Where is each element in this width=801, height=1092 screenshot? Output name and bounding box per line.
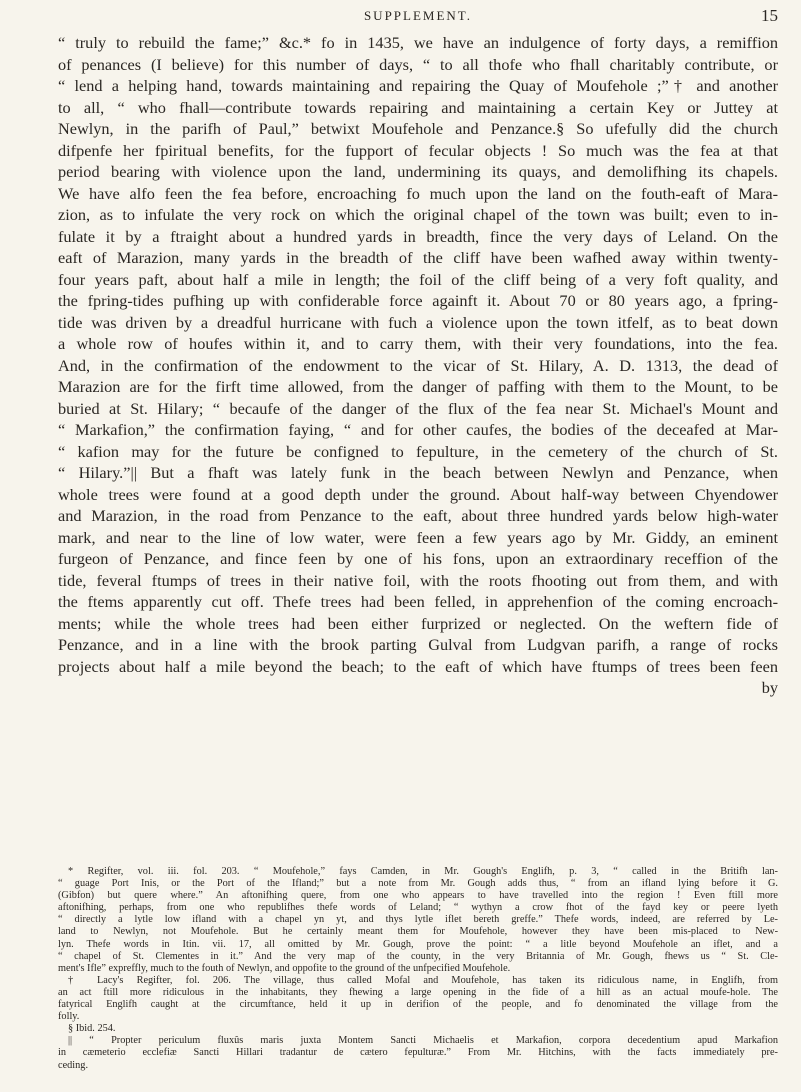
footnote-line: folly.	[58, 1011, 80, 1023]
footnote-line: fatyrical Englifh caught at the circumftance, held it up in derifion of the people, and fo denominated the village from the	[58, 999, 778, 1011]
body-line: Penzance, and in a line with the brook parting Gulval from Ludgvan parifh, a range of rocks	[58, 635, 778, 654]
body-line: period bearing with violence upon the land, undermining its quays, and demolifhing its chapels.	[58, 162, 778, 181]
footnote-line: “ guage Port Inis, or the Port of the Ifland;” but a note from Mr. Gough adds thus, “ from an ifland lying before it G.	[58, 878, 778, 890]
body-line: mark, and near to the line of low water, were feen a few years ago by Mr. Giddy, an eminent	[58, 527, 778, 547]
body-line: buried at St. Hilary; “ becaufe of the danger of the flux of the fea near St. Michael's Mount and	[58, 398, 778, 418]
book-page	[58, 0, 778, 1092]
body-line: “ Markafion,” the confirmation faying, “ and for other caufes, the bodies of the deceafed at Mar-	[58, 420, 778, 439]
body-line: ments; while the whole trees had been either furprized or neglected. On the weftern fide of	[58, 613, 778, 633]
footnote-line: lyn. Thefe words in Itin. vii. 17, all omitted by Mr. Gough, prove the point: “ a litle beyond Moufehole an iflet, and a	[58, 938, 778, 950]
body-line: tide, feveral ftumps of trees in their native foil, with the roots fhooting out from them, and with	[58, 570, 778, 590]
footnote-line: “ directly a lytle low ifland with a chapel yn yt, and thys lytle iflet bereth greffe.” Thefe words, indeed, are referred by Le-	[58, 914, 778, 926]
body-line: a whole row of houfes within it, and to carry them, with their very foundations, into the fea.	[58, 334, 778, 353]
body-line: four years paft, about half a mile in length; the foil of the cliff being of a very foft quality, and	[58, 269, 778, 289]
footnote-line: || “ Propter periculum fluxûs maris juxta Montem Sancti Michaelis et Markafion, corpora decedentium apud Markafion	[68, 1035, 778, 1047]
body-line: “ kafion may for the future be configned to fepulture, in the cemetery of the church of St.	[58, 441, 778, 461]
footnote-line: § Ibid. 254.	[68, 1023, 116, 1035]
body-line: Newlyn, in the parifh of Paul,” betwixt Moufehole and Penzance.§ So ufefully did the church	[58, 119, 778, 138]
body-line: zion, as to infulate the very rock on which the original chapel of the town was built; even to in-	[58, 205, 778, 224]
body-line: “ Hilary.”|| But a fhaft was lately funk in the beach between Newlyn and Penzance, when	[58, 463, 778, 482]
running-title: SUPPLEMENT.	[363, 8, 473, 23]
body-line: and Marazion, in the road from Penzance to the eaft, about three hundred yards below high-water	[58, 506, 778, 525]
body-line: fulate it by a ftraight about a hundred yards in breadth, fince the very days of Leland. On the	[58, 226, 778, 246]
body-line: Marazion are for the firft time allowed, from the danger of paffing with them to the Mount, to be	[58, 377, 778, 396]
footnote-line: ment's Ifle” expreffly, much to the fouth of Newlyn, and oppofite to the ground of the unfpecified Moufehole.	[58, 962, 511, 974]
body-line: And, in the confirmation of the endowment to the vicar of St. Hilary, A. D. 1313, the dead of	[58, 355, 778, 375]
body-line: the ftems apparently cut off. Thefe trees had been felled, in apprehenfion of the coming encroach-	[58, 592, 778, 611]
body-line: furgeon of Penzance, and fince feen by one of his fons, upon an extraordinary receffion of the	[58, 549, 778, 568]
body-line: difpenfe her fpiritual benefits, for the fupport of fecular objects ! So much was the fea at that	[58, 140, 778, 160]
footnote-line: land to Newlyn, not Moufehole. But he certainly meant them for Moufehole, however they have been mis-placed to New-	[58, 926, 778, 938]
body-line: the fpring-tides pufhing up with confiderable force againft it. About 70 or 80 years ago, a fpring-	[58, 291, 778, 310]
footnote-line: ceding.	[58, 1059, 89, 1071]
body-line: “ truly to rebuild the fame;” &c.* fo in 1435, we have an indulgence of forty days, a remiffion	[58, 33, 778, 52]
footnote-line: “ chapel of St. Clementes in it.” And the very map of the county, in the very Britannia of Mr. Gough, fhews us “ St. Cle-	[58, 950, 778, 962]
body-line: to all, “ who fhall—contribute towards repairing and maintaining a certain Key or Juttey at	[58, 97, 778, 117]
footnote-line: † Lacy's Regifter, fol. 206. The village, thus called Mofal and Moufehole, has taken its ridiculous name, in Englifh, from	[68, 974, 778, 986]
body-line: projects about half a mile beyond the beach; to the eaft of which have ftumps of trees been feen	[58, 656, 778, 676]
footnote-line: an act ftill more ridiculous in the inhabitants, they fhewing a large opening in the fide of a hill as an actual moufe-hole. The	[58, 986, 778, 998]
footnote-line: (Gibfon) but quere where.” An aftonifhing quere, from one who appears to have travelled into the region ! Even ftill more	[58, 890, 778, 902]
running-head	[58, 6, 778, 28]
footnotes	[58, 866, 778, 1072]
main-text	[58, 32, 778, 699]
body-line: We have alfo feen the fea before, encroaching fo much upon the land on the fouth-eaft of Mara-	[58, 183, 778, 203]
footnote-line: * Regifter, vol. iii. fol. 203. “ Moufehole,” fays Camden, in Mr. Gough's Englifh, p. 3, “ called in the Britifh lan-	[68, 866, 778, 877]
body-line: whole trees were found at a good depth under the ground. About half-way between Chyendower	[58, 484, 778, 504]
body-line: by	[761, 678, 778, 697]
body-line: of penances (I believe) for this number of days, “ to all thofe who fhall charitably contribute, or	[58, 54, 778, 74]
footnote-line: in cæmeterio ecclefiæ Sancti Hillari tradantur de cætero fepulturæ.” From Mr. Hitchins, with the facts immediately pre-	[58, 1047, 778, 1059]
body-line: tide was driven by a dreadful hurricane with fuch a violence upon the town itfelf, as to beat down	[58, 312, 778, 332]
body-line: eaft of Marazion, many yards in the breadth of the cliff have been wafhed away within twenty-	[58, 248, 778, 267]
body-line: “ lend a helping hand, towards maintaining and repairing the Quay of Moufehole ;”† and another	[58, 76, 778, 95]
page-number: 15	[761, 6, 778, 25]
footnote-line: aftonifhing, perhaps, from one who republifhes thefe words of Leland; “ wythyn a crow fhot of the fayd key or peere lyeth	[58, 902, 778, 914]
